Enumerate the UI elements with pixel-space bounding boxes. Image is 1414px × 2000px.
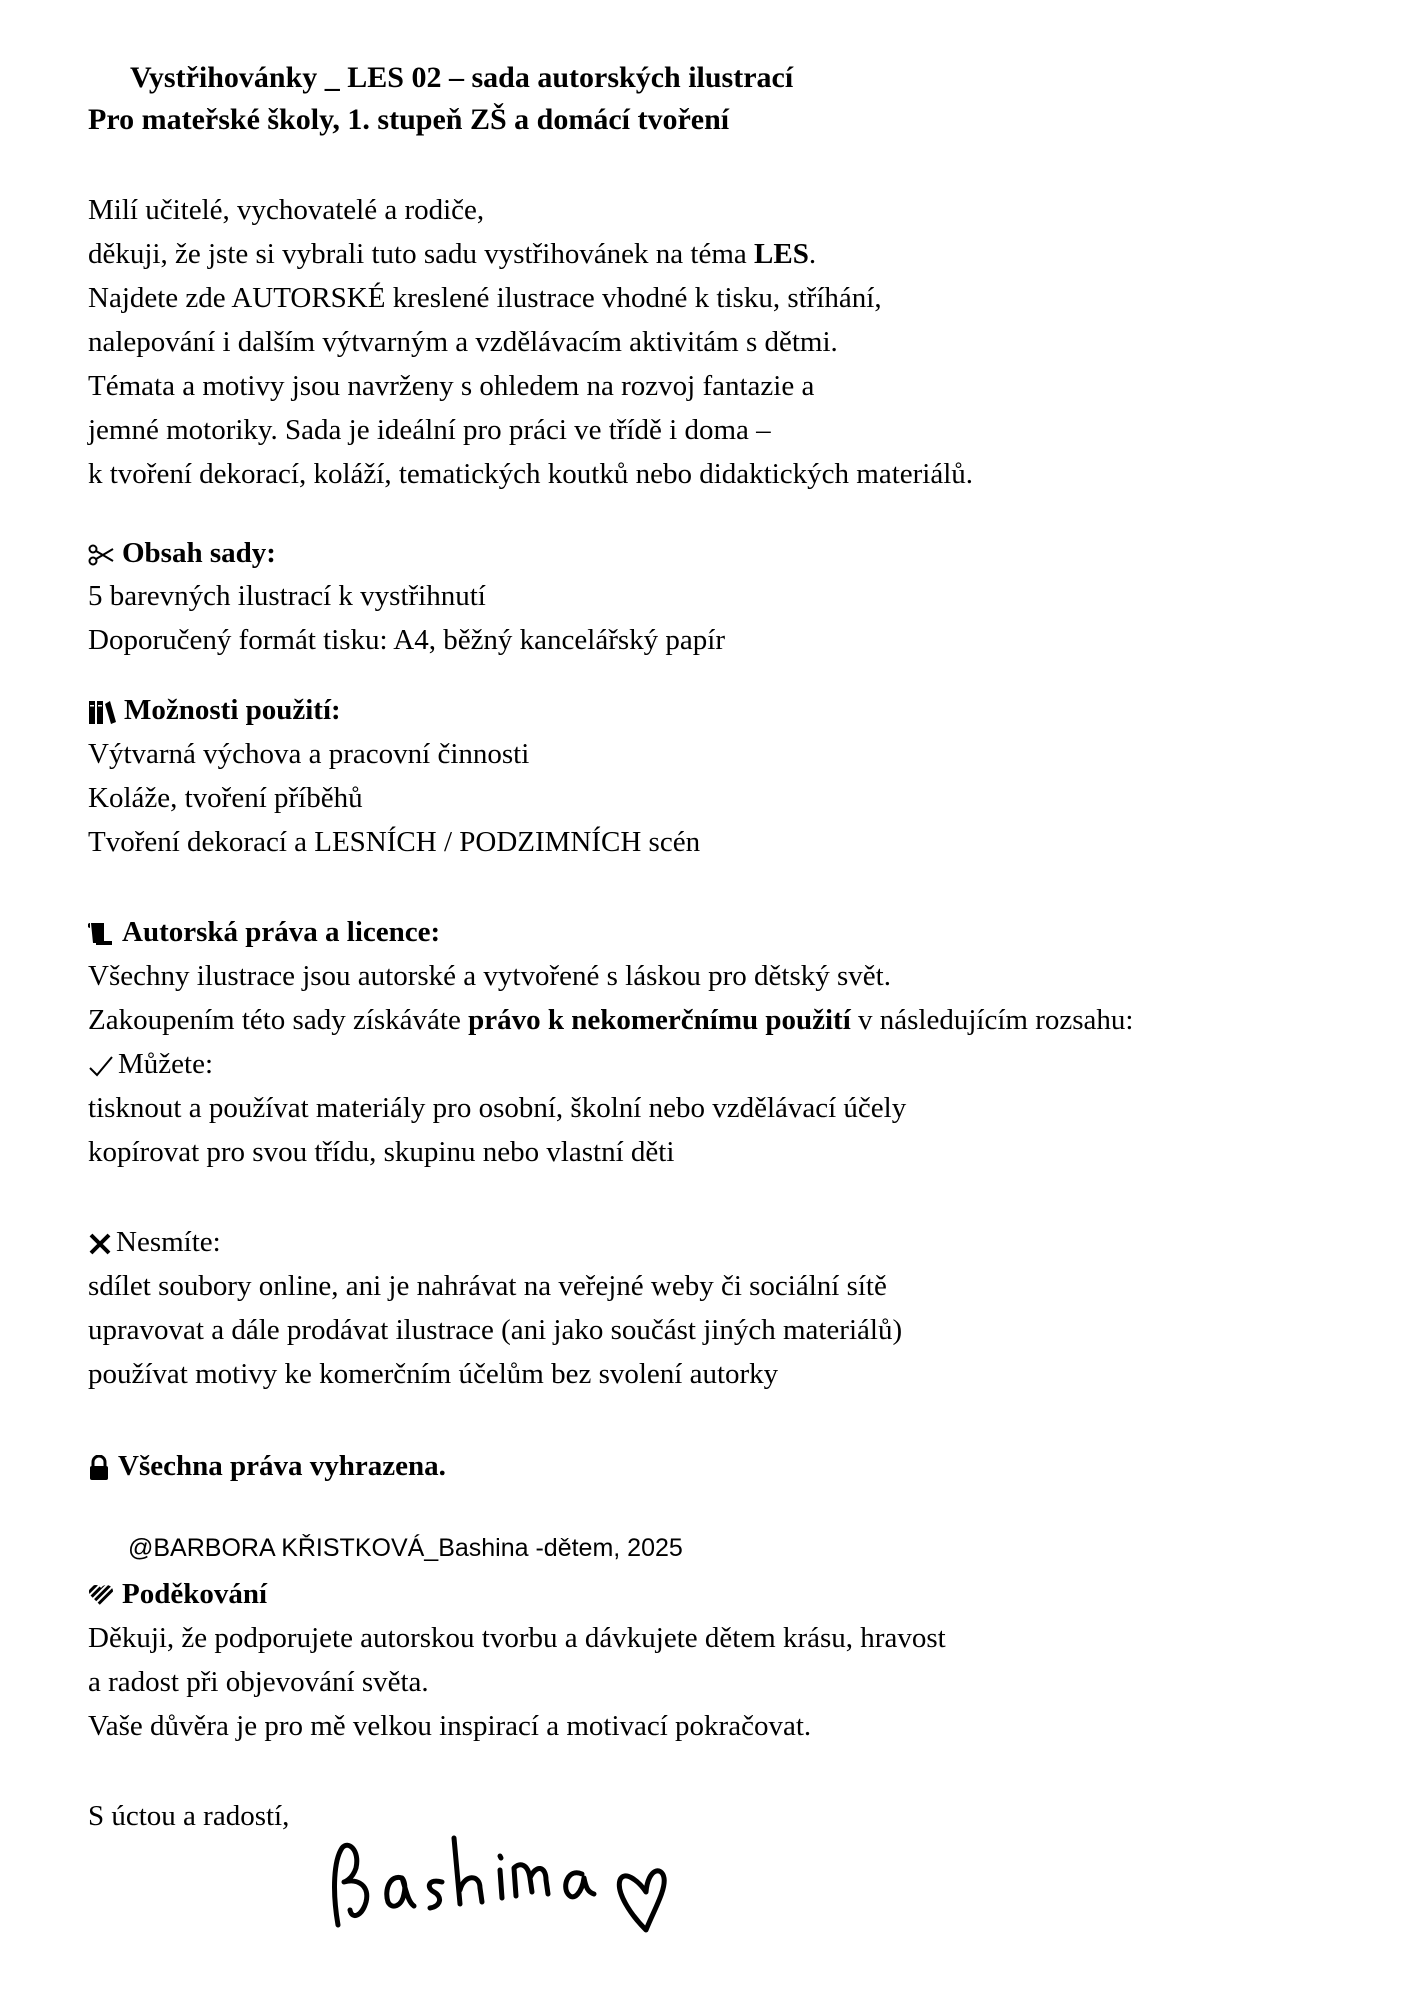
contents-heading [88, 535, 276, 571]
intro-line: Témata a motivy jsou navrženy s ohledem na rozvoj fantazie a [88, 370, 815, 402]
intro-text: děkuji, že jste si vybrali tuto sadu vystřihovánek na téma [88, 238, 755, 270]
signature [330, 1830, 690, 1945]
lock-icon [88, 1455, 110, 1481]
license-heading-text: Autorská práva a licence: [122, 916, 441, 948]
uses-heading-text: Možnosti použití: [124, 694, 341, 726]
scroll-icon [88, 921, 114, 947]
intro-line: Najdete zde AUTORSKÉ kreslené ilustrace vhodné k tisku, stříhání, [88, 282, 882, 314]
allowed-item: tisknout a používat materiály pro osobní, školní nebo vzdělávací účely [88, 1092, 907, 1124]
forbidden-heading [88, 1224, 221, 1260]
page-subtitle: Pro mateřské školy, 1. stupeň ZŠ a domácí tvoření [88, 103, 730, 136]
intro-line: k tvoření dekorací, koláží, tematických koutků nebo didaktických materiálů. [88, 458, 974, 490]
books-icon [88, 699, 116, 725]
allowed-heading [88, 1046, 213, 1082]
scissors-icon [88, 544, 114, 566]
allowed-item: kopírovat pro svou třídu, skupinu nebo vlastní děti [88, 1136, 675, 1168]
intro-line [88, 236, 816, 272]
uses-item: Koláže, tvoření příběhů [88, 782, 363, 814]
rights-text: Všechna práva vyhrazena. [118, 1450, 446, 1482]
license-right: právo k nekomerčnímu použití [468, 1004, 851, 1036]
rights-notice [88, 1448, 446, 1484]
license-text-end: v následujícím rozsahu: [850, 1004, 1134, 1036]
uses-item: Tvoření dekorací a LESNÍCH / PODZIMNÍCH scén [88, 826, 701, 858]
contents-item: 5 barevných ilustrací k vystřihnutí [88, 580, 486, 612]
intro-theme: LES [754, 238, 809, 270]
forbidden-heading-text: Nesmíte: [116, 1226, 221, 1258]
contents-item: Doporučený formát tisku: A4, běžný kancelářský papír [88, 624, 726, 656]
intro-line: nalepování i dalším výtvarným a vzdělávacím aktivitám s dětmi. [88, 326, 838, 358]
thanks-line: Děkuji, že podporujete autorskou tvorbu a dávkujete dětem krásu, hravost [88, 1622, 946, 1654]
heart-icon [88, 1584, 114, 1608]
copyright-line: @BARBORA KŘISTKOVÁ_Bashina -dětem, 2025 [128, 1534, 683, 1562]
thanks-line: Vaše důvěra je pro mě velkou inspirací a motivací pokračovat. [88, 1710, 812, 1742]
uses-heading [88, 692, 341, 728]
contents-heading-text: Obsah sady: [122, 537, 276, 569]
checkmark-icon [88, 1054, 114, 1078]
intro-period: . [808, 238, 817, 270]
license-text: Zakoupením této sady získáváte [88, 1004, 469, 1036]
allowed-heading-text: Můžete: [118, 1048, 214, 1080]
license-heading [88, 914, 440, 950]
thanks-line: a radost při objevování světa. [88, 1666, 429, 1698]
cross-icon [88, 1232, 112, 1256]
page-title: Vystřihovánky _ LES 02 – sada autorských ilustrací [130, 61, 794, 94]
intro-greeting: Milí učitelé, vychovatelé a rodiče, [88, 194, 485, 226]
uses-item: Výtvarná výchova a pracovní činnosti [88, 738, 530, 770]
intro-line: jemné motoriky. Sada je ideální pro práci ve třídě i doma – [88, 414, 771, 446]
closing-line: S úctou a radostí, [88, 1800, 290, 1832]
forbidden-item: upravovat a dále prodávat ilustrace (ani jako součást jiných materiálů) [88, 1314, 903, 1346]
thanks-heading [88, 1576, 267, 1612]
license-line [88, 1002, 1133, 1038]
forbidden-item: sdílet soubory online, ani je nahrávat na veřejné weby či sociální sítě [88, 1270, 887, 1302]
forbidden-item: používat motivy ke komerčním účelům bez svolení autorky [88, 1358, 779, 1390]
thanks-heading-text: Poděkování [122, 1578, 268, 1610]
license-line: Všechny ilustrace jsou autorské a vytvořené s láskou pro dětský svět. [88, 960, 891, 992]
